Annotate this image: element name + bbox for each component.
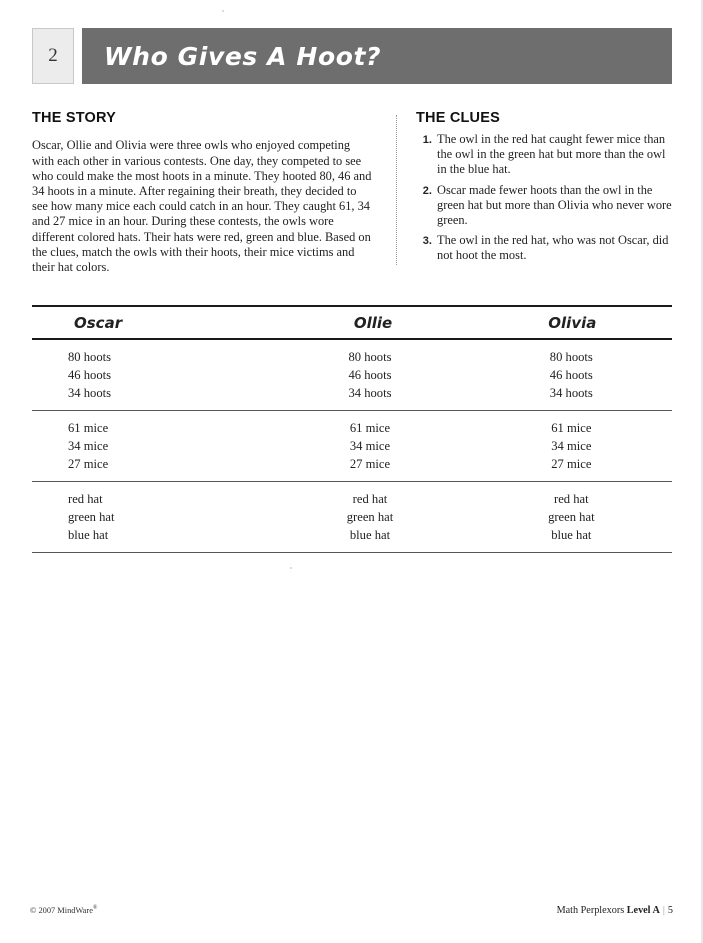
grid-block-mice [32,411,672,481]
grid-cell[interactable]: green hat [346,510,394,524]
grid-cell[interactable]: 34 hoots [348,386,392,400]
story-section [32,110,372,288]
table-row [32,455,672,473]
book-title: Math Perplexors [556,905,625,916]
page-speck [290,567,292,569]
grid-cell[interactable]: red hat [352,492,388,506]
grid-cell[interactable]: 80 hoots [68,350,112,364]
grid-cell[interactable]: green hat [548,510,595,524]
grid-cell[interactable]: 27 mice [68,457,109,471]
footer-separator: | [662,905,665,916]
registered-mark: ® [92,905,98,912]
grid-cell[interactable]: 34 mice [349,439,391,453]
puzzle-number-badge: 2 [32,28,74,84]
clues-heading: THE CLUES [416,110,500,126]
grid-cell[interactable]: 61 mice [349,421,391,435]
grid-column-header-olivia: Olivia [548,314,597,332]
grid-cell[interactable]: 61 mice [68,421,109,435]
grid-cell[interactable]: 46 hoots [549,368,593,382]
table-row [32,490,672,508]
grid-cell[interactable]: green hat [68,510,115,524]
table-row [32,526,672,544]
grid-block-hats [32,482,672,552]
page-title: Who Gives A Hoot? [104,41,382,71]
table-row [32,437,672,455]
book-level: Level A [626,905,660,916]
copyright-notice [30,905,97,915]
grid-cell[interactable]: 34 mice [551,439,592,453]
story-text: Oscar, Ollie and Olivia were three owls who enjoyed competing with each other in various contests. One day, they competed to see who could make the most hoots in a minute. They hooted 80, 46 and 34 hoots in a minute. After regaining their breath, they decided to see how many mice each could catch in an hour. They caught 61, 34 and 27 mice in an hour. During these contests, the owls wore different colored hats. Their hats were red, green and blue. Based on the clues, match the owls with their hoots, their mice victims and their hat colors. [32,138,372,275]
grid-cell[interactable]: blue hat [68,528,109,542]
grid-cell[interactable]: 80 hoots [549,350,593,364]
grid-block-hoots [32,340,672,410]
grid-column-header-ollie: Ollie [353,314,393,332]
grid-cell[interactable]: 46 hoots [68,368,112,382]
list-item: 1. The owl in the red hat caught fewer mice than the owl in the green hat but more than the owl in the blue hat. [435,132,672,178]
grid-cell[interactable]: blue hat [349,528,391,542]
answer-grid [32,305,672,553]
title-bar [82,28,672,84]
page-speck [222,10,224,12]
page-number: 5 [667,905,673,916]
copyright-text: © 2007 MindWare [30,906,93,915]
grid-header-row [32,307,672,338]
grid-cell[interactable]: 34 hoots [549,386,593,400]
grid-cell[interactable]: 80 hoots [348,350,392,364]
grid-cell[interactable]: 34 hoots [68,386,112,400]
column-divider [396,115,397,265]
story-heading: THE STORY [32,110,116,126]
clues-section [416,110,672,269]
grid-cell[interactable]: blue hat [551,528,592,542]
grid-cell[interactable]: red hat [554,492,589,506]
table-row [32,508,672,526]
table-row [32,348,672,366]
list-item: 3. The owl in the red hat, who was not Oscar, did not hoot the most. [435,233,672,263]
footer-book-info [557,905,673,916]
table-row [32,419,672,437]
grid-bottom-rule [32,552,672,553]
grid-column-header-oscar: Oscar [74,314,123,332]
page-header [32,28,672,84]
grid-cell[interactable]: 61 mice [551,421,592,435]
grid-cell[interactable]: 46 hoots [348,368,392,382]
clues-list [416,132,672,264]
grid-cell[interactable]: 34 mice [68,439,109,453]
list-item: 2. Oscar made fewer hoots than the owl in the green hat but more than Olivia who never wore green. [435,183,672,229]
grid-cell[interactable]: 27 mice [551,457,592,471]
grid-cell[interactable]: 27 mice [349,457,391,471]
grid-cell[interactable]: red hat [68,492,103,506]
table-row [32,384,672,402]
table-row [32,366,672,384]
